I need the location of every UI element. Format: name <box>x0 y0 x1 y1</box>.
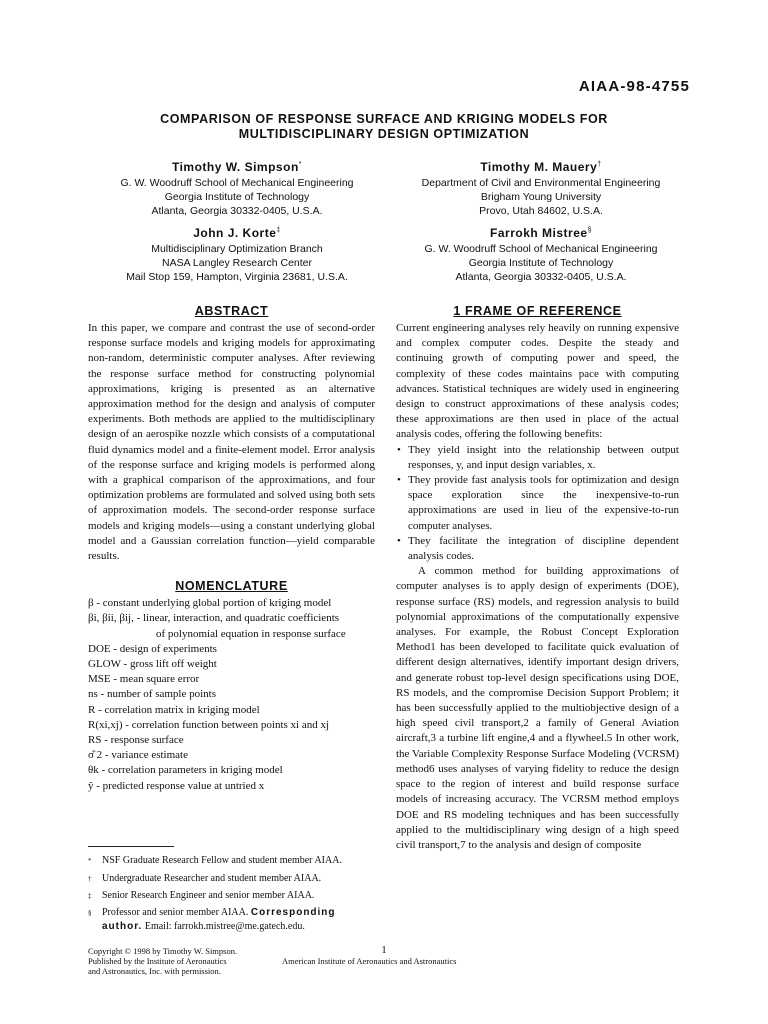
nomenclature-item: β - constant underlying global portion of kriging model <box>88 597 332 610</box>
section-1-heading: 1 FRAME OF REFERENCE <box>453 304 622 318</box>
section-1-intro: Current engineering analyses rely heavily on running expensive and complex computer codes. Despite the steady and continuing growth of computing power and speed, the complexity of these codes maintains pace with computing advances. Statistical techniques are widely used in engineering design to construct approximations of these analysis codes; these approximations are then used in place of the actual analysis codes, offering the following benefits: <box>396 322 679 441</box>
author-affiliation: Mail Stop 159, Hampton, Virginia 23681, U.S.A. <box>126 271 348 283</box>
author-affiliation: G. W. Woodruff School of Mechanical Engineering <box>120 177 354 189</box>
list-item: • They facilitate the integration of discipline dependent analysis codes. <box>396 534 679 564</box>
section-1-paragraph: A common method for building approximations of computer analyses is to apply design of experiments (DOE), response surface (RS) models, and regression analysis to build polynomial approximations of the computationally expensive analyses. For example, the Robust Concept Exploration Method1 has been developed to facilitate quick evaluation of different design alternatives, identify important design drivers, and generate robust top-level design specifications using DOE, RS models, and the compromise Decision Support Problem; it has been successfully applied to the multiobjective design of a high speed civil transport,2 a family of General Aviation aircraft,3 a turbine lift engine,4 and a flywheel.5 In other work, the Variable Complexity Response Surface Modeling (VCRSM) method6 uses analyses of varying fidelity to reduce the design space to the region of interest and build response surface models of increasing accuracy. The VCRSM method employs DOE and RS modeling techniques and has been successfully applied to the multidisciplinary wing design of a high speed civil transport,7 to the analysis and design of composite <box>396 565 679 851</box>
title-line-1: COMPARISON OF RESPONSE SURFACE AND KRIGING MODELS FOR <box>160 112 608 126</box>
author-affiliation: Georgia Institute of Technology <box>164 191 310 203</box>
footnote: * NSF Graduate Research Fellow and student member AIAA. <box>88 855 342 866</box>
nomenclature-item: RS - response surface <box>88 734 184 747</box>
list-item: • They provide fast analysis tools for optimization and design space exploration since the inexpensive-to-run approximations are used in lieu of the expensive-to-run computer analyses. <box>396 473 679 534</box>
nomenclature-item: MSE - mean square error <box>88 673 200 686</box>
paper-title <box>0 112 768 142</box>
author-affiliation: G. W. Woodruff School of Mechanical Engineering <box>424 243 658 255</box>
author-name: Farrokh Mistree§ <box>490 226 592 240</box>
author-name: Timothy W. Simpson* <box>171 160 303 174</box>
author-mistree <box>396 222 686 284</box>
paper-id: AIAA-98-4755 <box>578 78 690 95</box>
author-simpson <box>92 156 382 218</box>
nomenclature-item: R(xi,xj) - correlation function between points xi and xj <box>88 718 330 731</box>
nomenclature-item: βi, βii, βij, - linear, interaction, and quadratic coefficients <box>88 612 340 625</box>
nomenclature-item: of polynomial equation in response surface <box>156 627 346 640</box>
author-korte <box>92 222 382 284</box>
nomenclature-item: DOE - design of experiments <box>88 642 217 655</box>
author-affiliation: Atlanta, Georgia 30332-0405, U.S.A. <box>151 205 323 217</box>
left-column <box>88 303 375 794</box>
copyright-notice: Copyright © 1998 by Timothy W. Simpson. Published by the Institute of Aeronautics and Astronautics, Inc. with permission. <box>88 946 238 976</box>
author-affiliation: Provo, Utah 84602, U.S.A. <box>479 205 603 217</box>
nomenclature-item: ns - number of sample points <box>88 688 217 701</box>
corresponding-author: Corresponding author. <box>102 907 336 932</box>
right-column <box>396 303 679 853</box>
nomenclature-heading: NOMENCLATURE <box>175 579 288 594</box>
footnote: † Undergraduate Researcher and student member AIAA. <box>88 873 322 884</box>
author-affiliation: Georgia Institute of Technology <box>468 257 614 269</box>
list-item: • They yield insight into the relationship between output responses, y, and input design variables, x. <box>396 443 679 473</box>
author-affiliation: Multidisciplinary Optimization Branch <box>151 243 323 255</box>
author-affiliation: Department of Civil and Environmental Engineering <box>421 177 661 189</box>
nomenclature-item: θk - correlation parameters in kriging model <box>88 764 283 777</box>
nomenclature-item: R - correlation matrix in kriging model <box>88 703 260 716</box>
author-name: John J. Korte‡ <box>193 226 281 240</box>
publisher-line: American Institute of Aeronautics and Astronautics <box>282 956 457 966</box>
nomenclature-item: ŷ - predicted response value at untried x <box>88 779 265 792</box>
author-affiliation: Brigham Young University <box>480 191 602 203</box>
nomenclature-item: GLOW - gross lift off weight <box>88 658 217 671</box>
author-affiliation: Atlanta, Georgia 30332-0405, U.S.A. <box>455 271 627 283</box>
page-number: 1 <box>381 944 387 956</box>
benefits-list <box>396 443 679 565</box>
footnote: ‡ Senior Research Engineer and senior member AIAA. <box>88 890 315 901</box>
abstract-heading: ABSTRACT <box>194 304 269 318</box>
author-mauery <box>396 156 686 218</box>
title-line-2: MULTIDISCIPLINARY DESIGN OPTIMIZATION <box>238 127 530 141</box>
author-email: Email: farrokh.mistree@me.gatech.edu. <box>144 921 305 932</box>
footnote: § Professor and senior member AIAA. Corresponding author. Email: farrokh.mistree@me.gatech.edu. <box>88 907 336 932</box>
author-name: Timothy M. Mauery† <box>480 160 602 174</box>
nomenclature-item: σ̂ 2 - variance estimate <box>88 749 188 762</box>
author-affiliation: NASA Langley Research Center <box>162 257 312 269</box>
abstract-text: In this paper, we compare and contrast the use of second-order response surface models and kriging models for approximating non-random, deterministic computer analyses. After reviewing the response surface method for constructing polynomial approximations, kriging is presented as an alternative approximation method for the design and analysis of computer experiments. Both methods are applied to the multidisciplinary design of an aerospike nozzle which consists of a computational fluid dynamics model and a finite-element model. Error analysis of the response surface and kriging models is performed along with a graphical comparison of the approximations, and four optimization problems are formulated and solved using both sets of approximation models. The second-order response surface models and kriging models—using a constant underlying global model and a Gaussian correlation function—yield comparable results. <box>88 322 375 563</box>
footnote-rule <box>88 846 174 847</box>
